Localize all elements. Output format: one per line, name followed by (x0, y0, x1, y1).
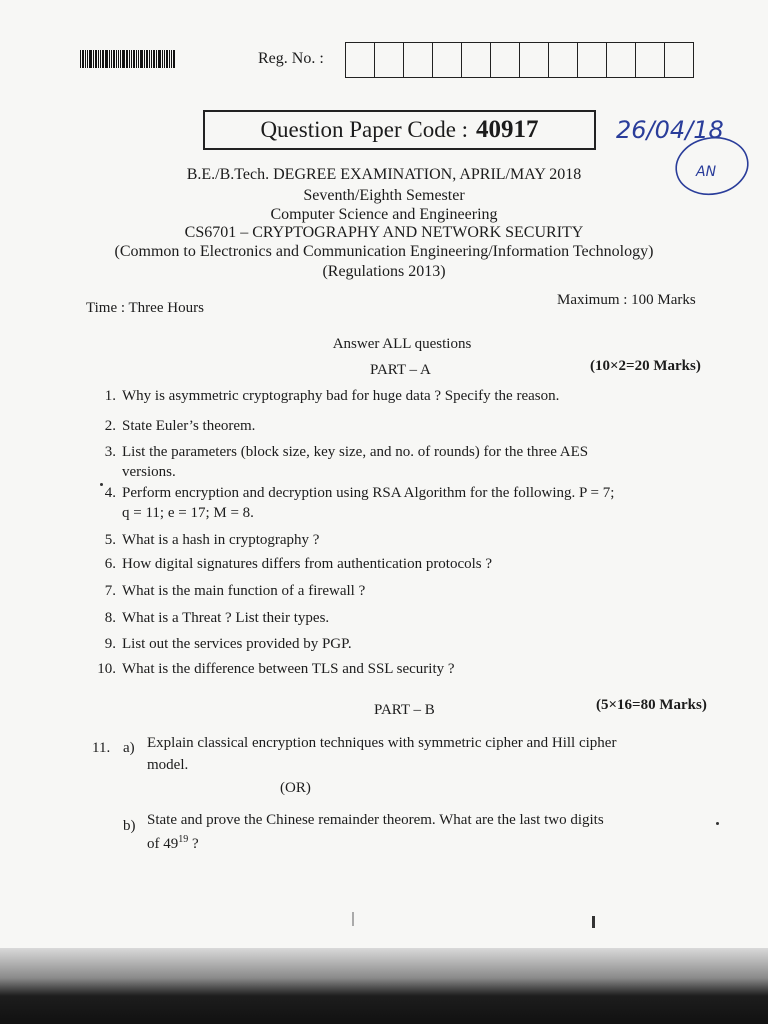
barcode-bar (100, 50, 101, 68)
q11a-text-cont: model. (147, 757, 189, 773)
regulations: (Regulations 2013) (322, 263, 446, 280)
barcode-bar (102, 50, 104, 68)
barcode-bar (153, 50, 155, 68)
barcode-bar (149, 50, 150, 68)
q11b-text: State and prove the Chinese remainder theorem. What are the last two digits (147, 812, 604, 828)
handwritten-note: AN (696, 164, 717, 180)
barcode-bar (95, 50, 97, 68)
barcode-bar (111, 50, 112, 68)
barcode-bar (146, 50, 148, 68)
barcode-bar (156, 50, 157, 68)
barcode-bar (164, 50, 165, 68)
question-number: 10. (97, 661, 116, 677)
question-text: Perform encryption and decryption using RSA Algorithm for the following. P = 7; (122, 485, 615, 501)
semester: Seventh/Eighth Semester (303, 187, 465, 204)
barcode-bar (166, 50, 168, 68)
reg-no-box (433, 43, 462, 77)
barcode-bar (133, 50, 135, 68)
part-b-title: PART – B (374, 702, 435, 718)
barcode-bar (82, 50, 84, 68)
barcode-bar (87, 50, 88, 68)
part-a-marks: (10×2=20 Marks) (590, 358, 701, 374)
q11b-label: b) (123, 818, 136, 834)
part-b-marks: (5×16=80 Marks) (596, 697, 707, 713)
scan-speck (592, 916, 595, 928)
course-title: CS6701 – CRYPTOGRAPHY AND NETWORK SECURITY (184, 224, 584, 241)
barcode-bar (109, 50, 110, 68)
q11a-text: Explain classical encryption techniques with symmetric cipher and Hill cipher (147, 735, 617, 751)
barcode-bar (173, 50, 175, 68)
barcode-bar (113, 50, 115, 68)
question-number: 2. (104, 418, 116, 434)
scan-speck (716, 822, 719, 825)
barcode-bar (129, 50, 130, 68)
question-number: 9. (104, 636, 116, 652)
reg-no-box (636, 43, 665, 77)
reg-no-box (520, 43, 549, 77)
barcode-bar (122, 50, 125, 68)
question-number: 1. (104, 388, 116, 404)
q11b-tail: ? (188, 836, 199, 852)
barcode-bar (105, 50, 108, 68)
barcode-bar (80, 50, 81, 68)
reg-no-box (578, 43, 607, 77)
barcode-bar (98, 50, 99, 68)
common-to: (Common to Electronics and Communication Engineering/Information Technology) (114, 243, 654, 260)
reg-no-box (607, 43, 636, 77)
q11b-base: of 49 (147, 836, 179, 852)
barcode-bar (89, 50, 92, 68)
barcode-bar (144, 50, 145, 68)
question-text: How digital signatures differs from authentication protocols ? (122, 556, 493, 572)
question-text: List the parameters (block size, key size, and no. of rounds) for the three AES (122, 444, 589, 460)
barcode-bar (93, 50, 94, 68)
question-number: 4. (104, 485, 116, 501)
reg-no-label: Reg. No. : (258, 50, 324, 67)
question-text: What is the difference between TLS and SSL security ? (122, 661, 455, 677)
scan-speck (352, 912, 354, 926)
paper-code-label: Question Paper Code : (260, 117, 469, 142)
barcode-bar (131, 50, 132, 68)
part-a-title: PART – A (370, 362, 431, 378)
barcode-bar (136, 50, 137, 68)
question-text: List out the services provided by PGP. (122, 636, 352, 652)
question-number: 6. (104, 556, 116, 572)
question-text: State Euler’s theorem. (122, 418, 256, 434)
q11a-label: a) (123, 740, 135, 756)
q11b-exponent: 19 (178, 834, 189, 845)
question-text: What is a hash in cryptography ? (122, 532, 320, 548)
reg-no-box (462, 43, 491, 77)
reg-no-boxes (345, 42, 694, 78)
reg-no-box (665, 43, 693, 77)
question-number: 3. (104, 444, 116, 460)
reg-no-box (491, 43, 520, 77)
reg-no-box (404, 43, 433, 77)
barcode-bar (138, 50, 139, 68)
paper-code: 40917 (476, 116, 539, 143)
barcode-bar (85, 50, 86, 68)
department: Computer Science and Engineering (270, 206, 498, 223)
barcode (80, 50, 182, 68)
barcode-bar (140, 50, 143, 68)
question-text-cont: q = 11; e = 17; M = 8. (122, 505, 254, 521)
question-text: What is a Threat ? List their types. (122, 610, 330, 626)
instruction: Answer ALL questions (332, 336, 472, 352)
question-text: What is the main function of a firewall ? (122, 583, 366, 599)
q11-number: 11. (92, 740, 111, 756)
or-label: (OR) (280, 780, 311, 796)
barcode-bar (171, 50, 172, 68)
barcode-bar (116, 50, 117, 68)
barcode-bar (151, 50, 152, 68)
barcode-bar (169, 50, 170, 68)
question-number: 5. (104, 532, 116, 548)
barcode-bar (126, 50, 128, 68)
question-text: Why is asymmetric cryptography bad for huge data ? Specify the reason. (122, 388, 560, 404)
exam-title: B.E./B.Tech. DEGREE EXAMINATION, APRIL/MAY 2018 (186, 166, 582, 183)
barcode-bar (162, 50, 163, 68)
barcode-bar (120, 50, 121, 68)
max-marks: Maximum : 100 Marks (557, 292, 696, 308)
reg-no-box (375, 43, 404, 77)
time-label: Time : Three Hours (86, 300, 204, 316)
reg-no-box (549, 43, 578, 77)
question-text-cont: versions. (122, 464, 176, 480)
barcode-bar (158, 50, 161, 68)
question-number: 8. (104, 610, 116, 626)
scan-speck (100, 483, 103, 486)
question-number: 7. (104, 583, 116, 599)
reg-no-box (346, 43, 375, 77)
scan-shadow-edge (0, 948, 768, 1024)
barcode-bar (118, 50, 119, 68)
question-paper-code-box (203, 110, 596, 150)
handwritten-date: 26/04/18 (616, 116, 724, 144)
q11b-text-cont (147, 834, 199, 853)
